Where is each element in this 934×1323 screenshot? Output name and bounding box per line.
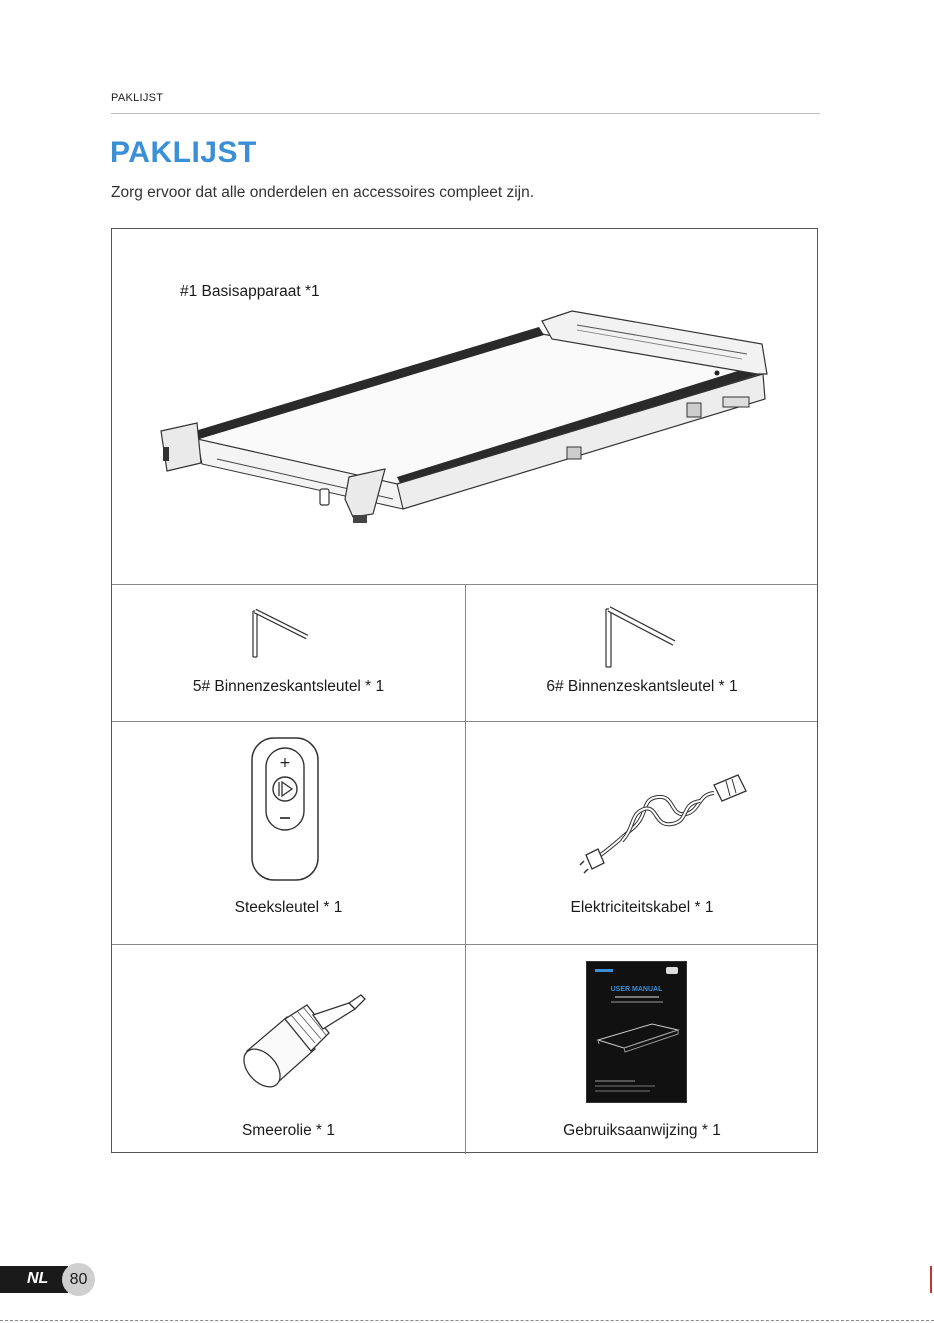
user-manual-label: Gebruiksaanwijzing * 1 — [563, 1122, 721, 1139]
treadmill-illustration — [157, 299, 777, 529]
footer-edge-mark — [930, 1266, 932, 1293]
hex-key-6-label: 6# Binnenzeskantsleutel * 1 — [546, 678, 738, 695]
power-cable-label: Elektriciteitskabel * 1 — [570, 899, 714, 916]
page-subtitle: Zorg ervoor dat alle onderdelen en accessoires compleet zijn. — [111, 184, 535, 201]
footer-language: NL — [27, 1270, 49, 1287]
header-divider — [111, 113, 820, 114]
remote-label: Steeksleutel * 1 — [234, 899, 343, 916]
page-number-badge: 80 — [62, 1263, 95, 1296]
hex-key-5-label: 5# Binnenzeskantsleutel * 1 — [192, 678, 385, 695]
bottom-dotted-rule — [0, 1320, 934, 1321]
manual-badge-icon — [666, 967, 678, 974]
power-cable-illustration — [580, 769, 760, 879]
page-title: PAKLIJST — [110, 136, 257, 169]
manual-treadmill-thumbnail — [592, 1016, 682, 1056]
hex-key-6-illustration — [600, 605, 690, 675]
manual-footer-lines — [595, 1090, 650, 1092]
lubricant-label: Smeerolie * 1 — [241, 1122, 336, 1139]
column-divider — [465, 584, 466, 1154]
user-manual-cover — [586, 961, 687, 1103]
remote-illustration — [248, 734, 328, 884]
manual-footer-lines — [595, 1080, 635, 1082]
packing-list-table — [111, 228, 818, 1153]
main-item-label: #1 Basisapparaat *1 — [180, 283, 320, 300]
lubricant-bottle-illustration — [237, 991, 377, 1091]
header-section-label: PAKLIJST — [111, 92, 164, 104]
manual-cover-title: USER MANUAL — [610, 986, 663, 993]
manual-subtitle-lines — [615, 996, 659, 998]
hex-key-5-illustration — [247, 607, 327, 667]
svg-text:+: + — [279, 755, 291, 771]
manual-subtitle-lines — [611, 1001, 663, 1003]
manual-footer-lines — [595, 1085, 655, 1087]
manual-brand-mark — [595, 969, 613, 972]
